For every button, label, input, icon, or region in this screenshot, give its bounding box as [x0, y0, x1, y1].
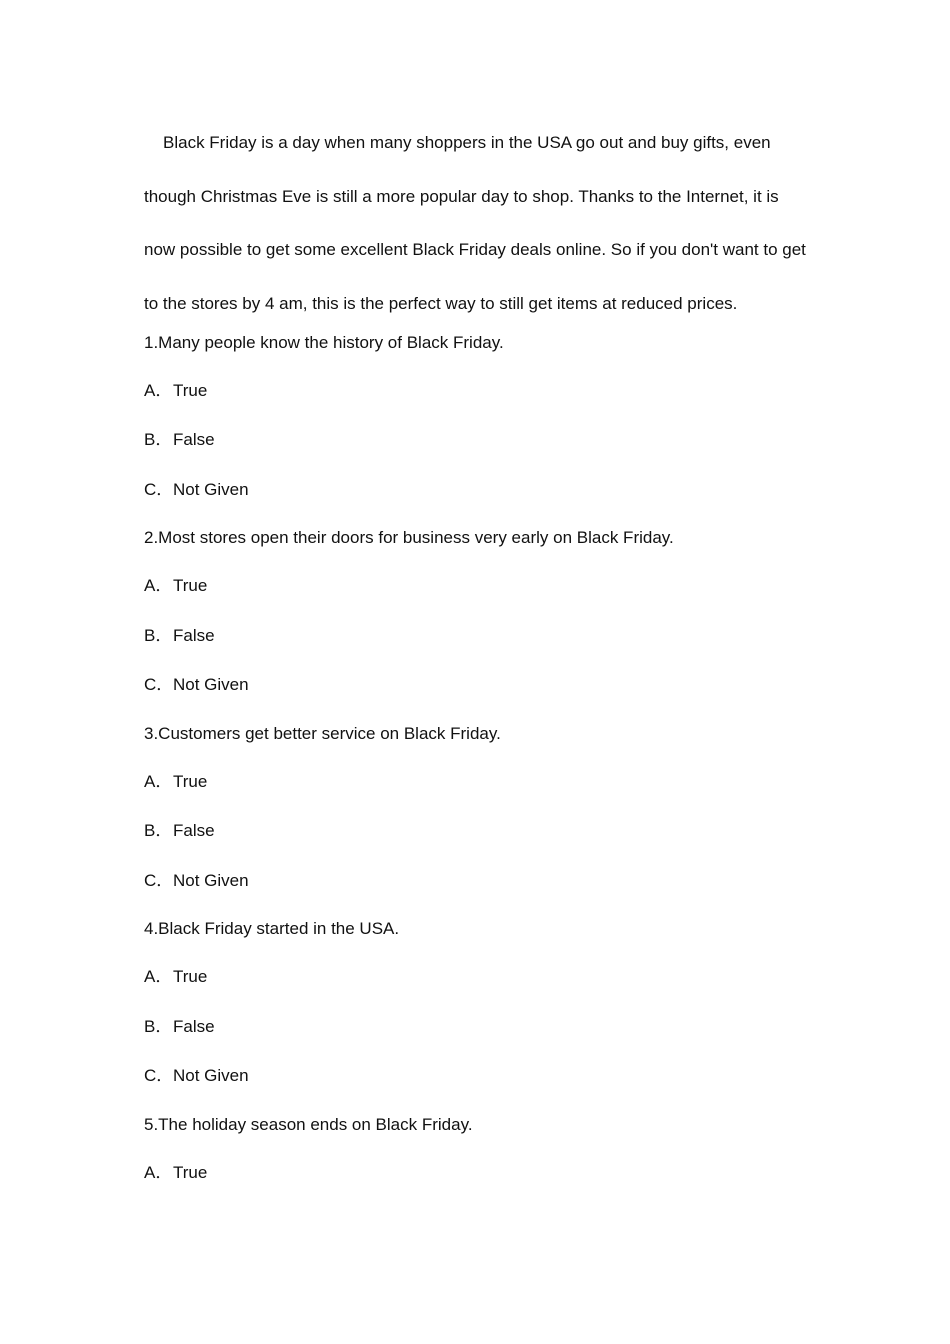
option-letter: C． — [144, 675, 174, 694]
question-3-option-a[interactable] — [144, 770, 207, 794]
question-2: 2.Most stores open their doors for business very early on Black Friday. — [144, 528, 674, 547]
option-label: Not Given — [173, 675, 249, 694]
question-3-option-c[interactable] — [144, 869, 249, 893]
question-3-option-b[interactable] — [144, 819, 215, 843]
option-letter: B． — [144, 430, 173, 449]
question-5-option-a[interactable] — [144, 1161, 207, 1185]
reading-passage: Black Friday is a day when many shoppers in the USA go out and buy gifts, even though Christmas Eve is still a more popular day to shop. Thanks to the Internet, it is now possible to get some excellent Black Friday deals online. So if you don't want to get to the stores by 4 am, this is the perfect way to still get items at reduced prices. — [144, 133, 806, 314]
question-4-option-c[interactable] — [144, 1064, 249, 1088]
option-label: Not Given — [173, 480, 249, 499]
option-label: Not Given — [173, 1066, 249, 1085]
question-4: 4.Black Friday started in the USA. — [144, 919, 400, 938]
option-letter: B． — [144, 821, 173, 840]
option-letter: A． — [144, 576, 173, 595]
option-label: False — [173, 821, 215, 840]
question-3: 3.Customers get better service on Black Friday. — [144, 724, 501, 743]
option-letter: A． — [144, 1163, 173, 1182]
option-label: True — [173, 1163, 208, 1182]
question-1: 1.Many people know the history of Black Friday. — [144, 333, 504, 352]
option-label: False — [173, 1017, 215, 1036]
option-label: True — [173, 576, 208, 595]
option-label: True — [173, 967, 208, 986]
option-label: False — [173, 430, 215, 449]
question-1-option-b[interactable] — [144, 428, 215, 452]
question-2-option-b[interactable] — [144, 624, 215, 648]
option-letter: B． — [144, 626, 173, 645]
question-1-option-a[interactable] — [144, 379, 207, 403]
option-label: True — [173, 772, 208, 791]
option-letter: A． — [144, 967, 173, 986]
question-5: 5.The holiday season ends on Black Friday. — [144, 1115, 473, 1134]
option-letter: C． — [144, 480, 174, 499]
question-1-option-c[interactable] — [144, 478, 249, 502]
option-letter: A． — [144, 772, 173, 791]
question-4-option-a[interactable] — [144, 965, 207, 989]
option-label: False — [173, 626, 215, 645]
question-4-option-b[interactable] — [144, 1015, 215, 1039]
option-letter: B． — [144, 1017, 173, 1036]
option-letter: C． — [144, 871, 174, 890]
option-label: True — [173, 381, 208, 400]
question-2-option-c[interactable] — [144, 673, 249, 697]
option-letter: C． — [144, 1066, 174, 1085]
question-2-option-a[interactable] — [144, 574, 207, 598]
option-label: Not Given — [173, 871, 249, 890]
option-letter: A． — [144, 381, 173, 400]
